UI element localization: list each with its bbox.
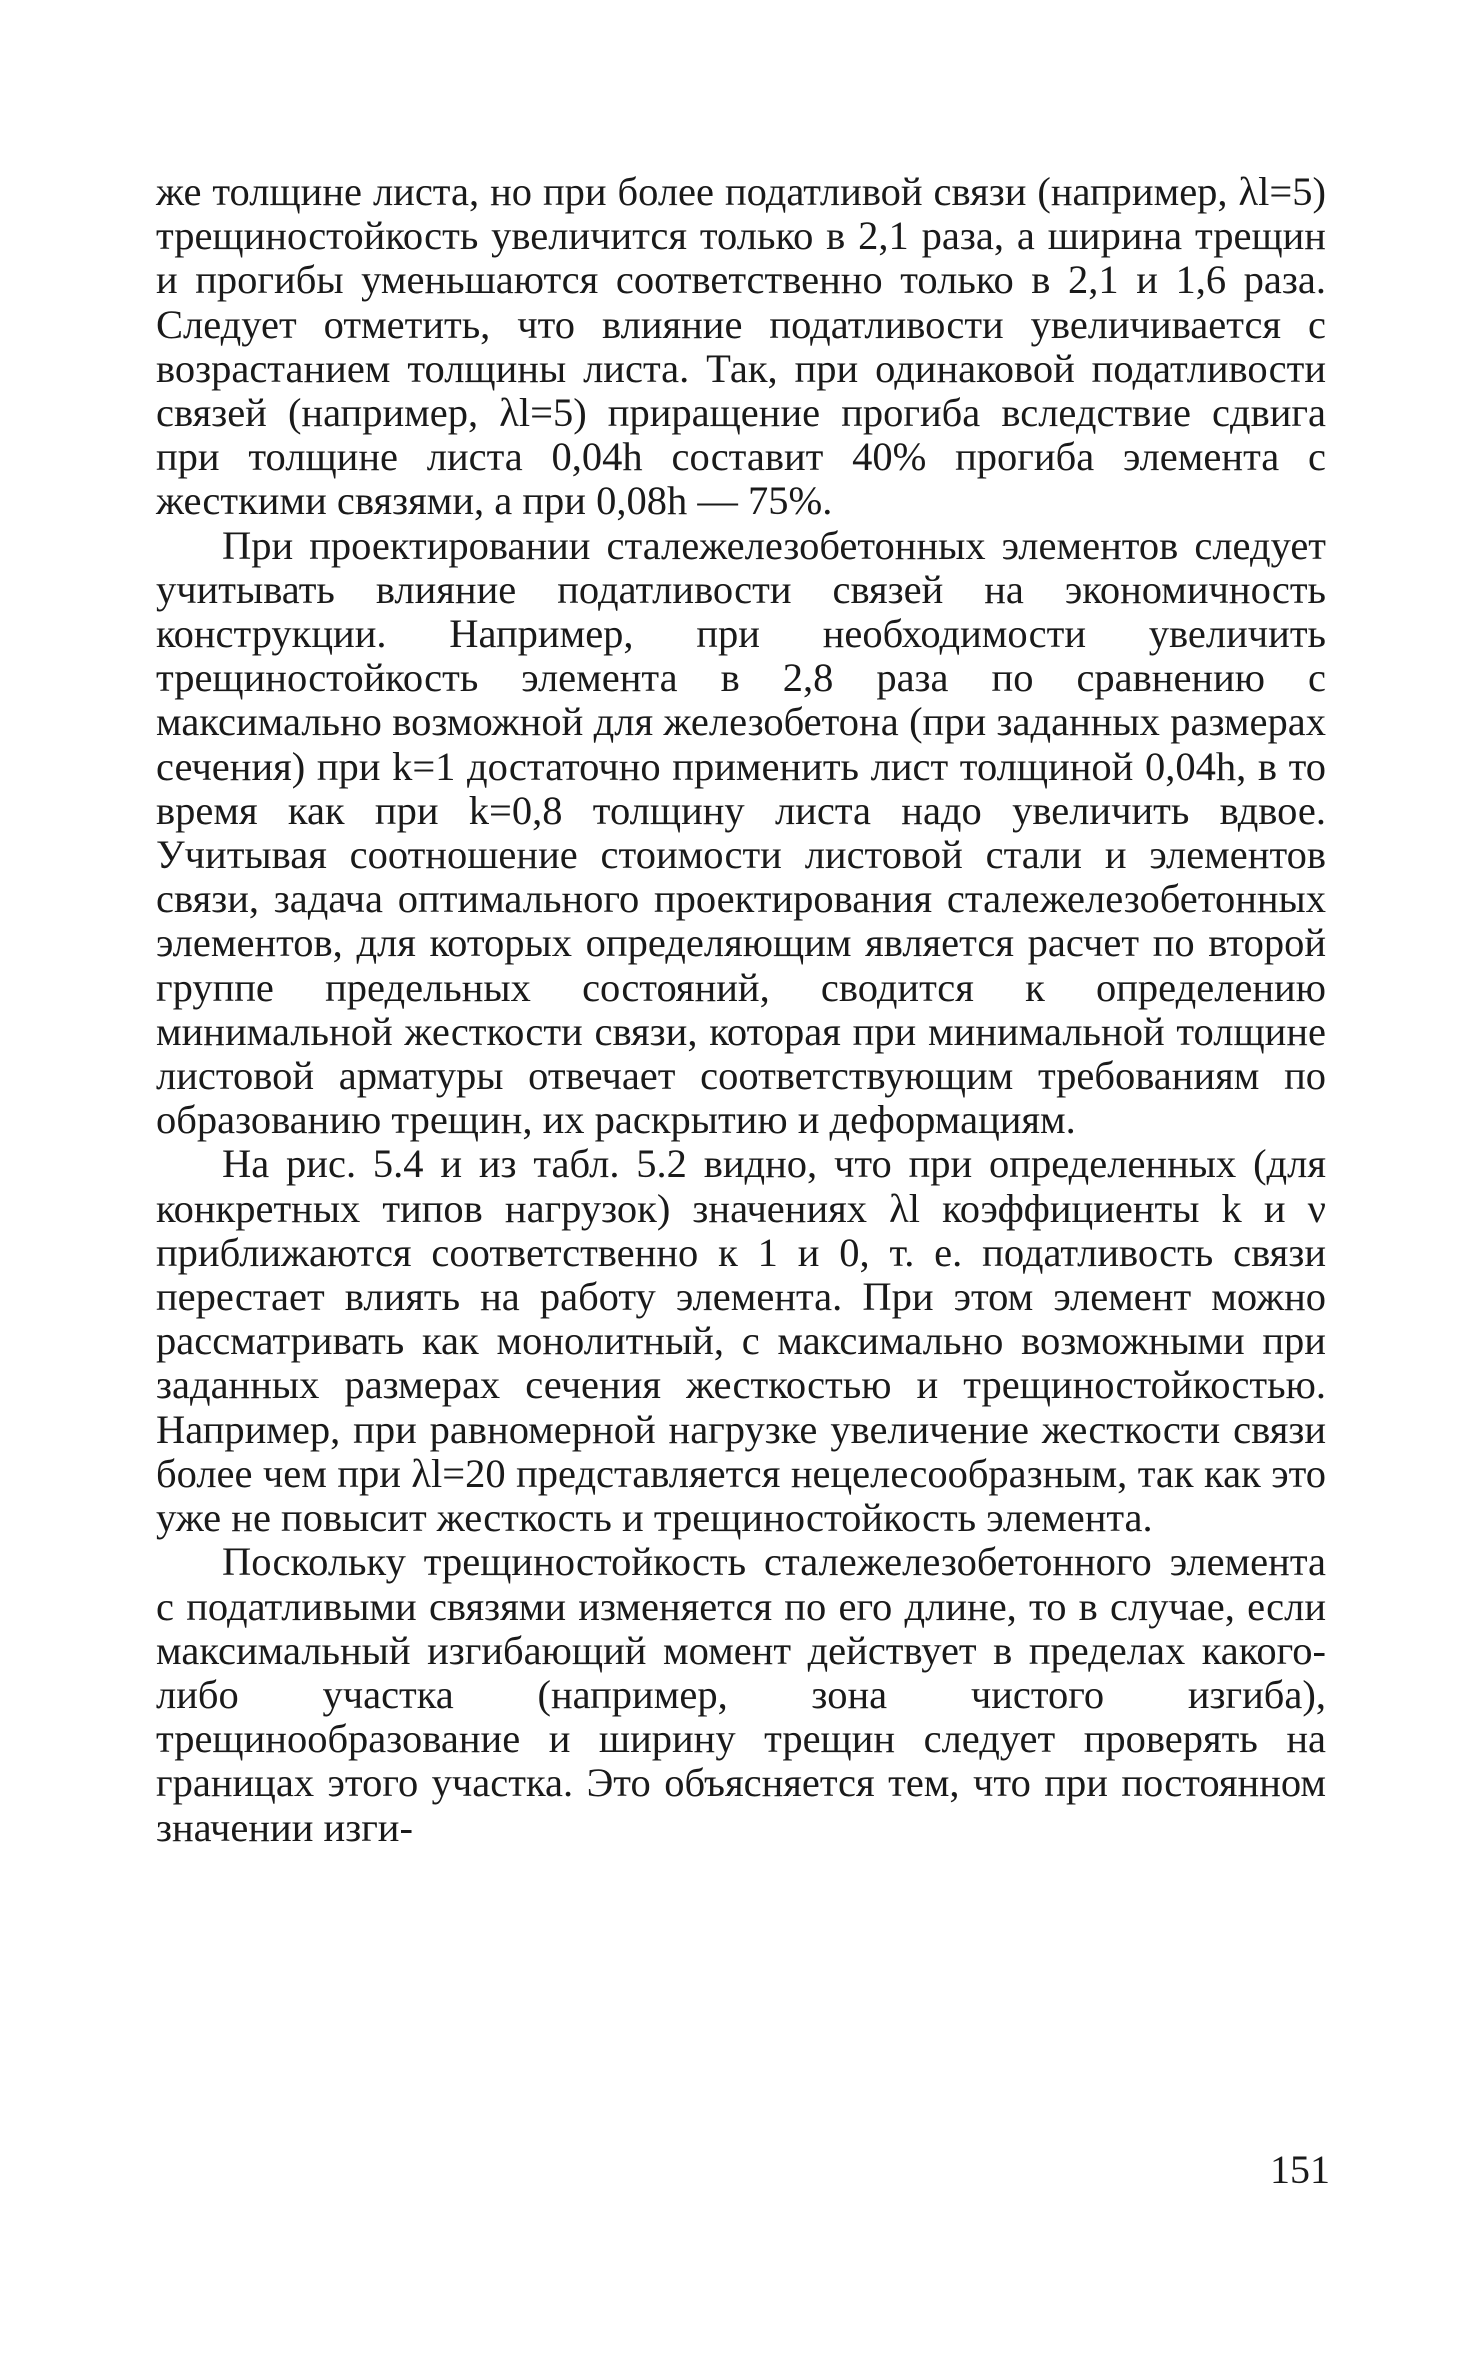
paragraph-4: Поскольку трещиностойкость сталежелезобетонного элемента с податливыми связями изменяется по его длине, то в случае, если максимальный изгибающий момент действует в пределах какого-либо участка (например, зона чистого изгиба), трещинообразование и ширину трещин следует проверять на границах этого участка. Это объясняется тем, что при постоянном значении изги- — [156, 1539, 1326, 1850]
page-body-text — [156, 170, 1326, 1850]
paragraph-2: При проектировании сталежелезобетонных элементов следует учитывать влияние податливости связей на экономичность конструкции. Например, при необходимости увеличить трещиностойкость элемента в 2,8 раза по сравнению с максимально возможной для железобетона (при заданных размерах сечения) при k=1 достаточно применить лист толщиной 0,04h, в то время как при k=0,8 толщину листа надо увеличить вдвое. Учитывая соотношение стоимости листовой стали и элементов связи, задача оптимального проектирования сталежелезобетонных элементов, для которых определяющим является расчет по второй группе предельных состояний, сводится к определению минимальной жесткости связи, которая при минимальной толщине листовой арматуры отвечает соответствующим требованиям по образованию трещин, их раскрытию и деформациям. — [156, 522, 1326, 1143]
paragraph-1: же толщине листа, но при более податливой связи (например, λl=5) трещиностойкость увеличится только в 2,1 раза, а ширина трещин и прогибы уменьшаются соответственно только в 2,1 и 1,6 раза. Следует отметить, что влияние податливости увеличивается с возрастанием толщины листа. Так, при одинаковой податливости связей (например, λl=5) приращение прогиба вследствие сдвига при толщине листа 0,04h составит 40% прогиба элемента с жесткими связями, а при 0,08h — 75%. — [156, 169, 1326, 524]
page-number: 151 — [1270, 2147, 1330, 2192]
paragraph-3: На рис. 5.4 и из табл. 5.2 видно, что при определенных (для конкретных типов нагрузок) значениях λl коэффициенты k и ν приближаются соответственно к 1 и 0, т. е. податливость связи перестает влиять на работу элемента. При этом элемент можно рассматривать как монолитный, с максимально возможными при заданных размерах сечения жесткостью и трещиностойкостью. Например, при равномерной нагрузке увеличение жесткости связи более чем при λl=20 представляется нецелесообразным, так как это уже не повысит жесткость и трещиностойкость элемента. — [156, 1141, 1326, 1541]
